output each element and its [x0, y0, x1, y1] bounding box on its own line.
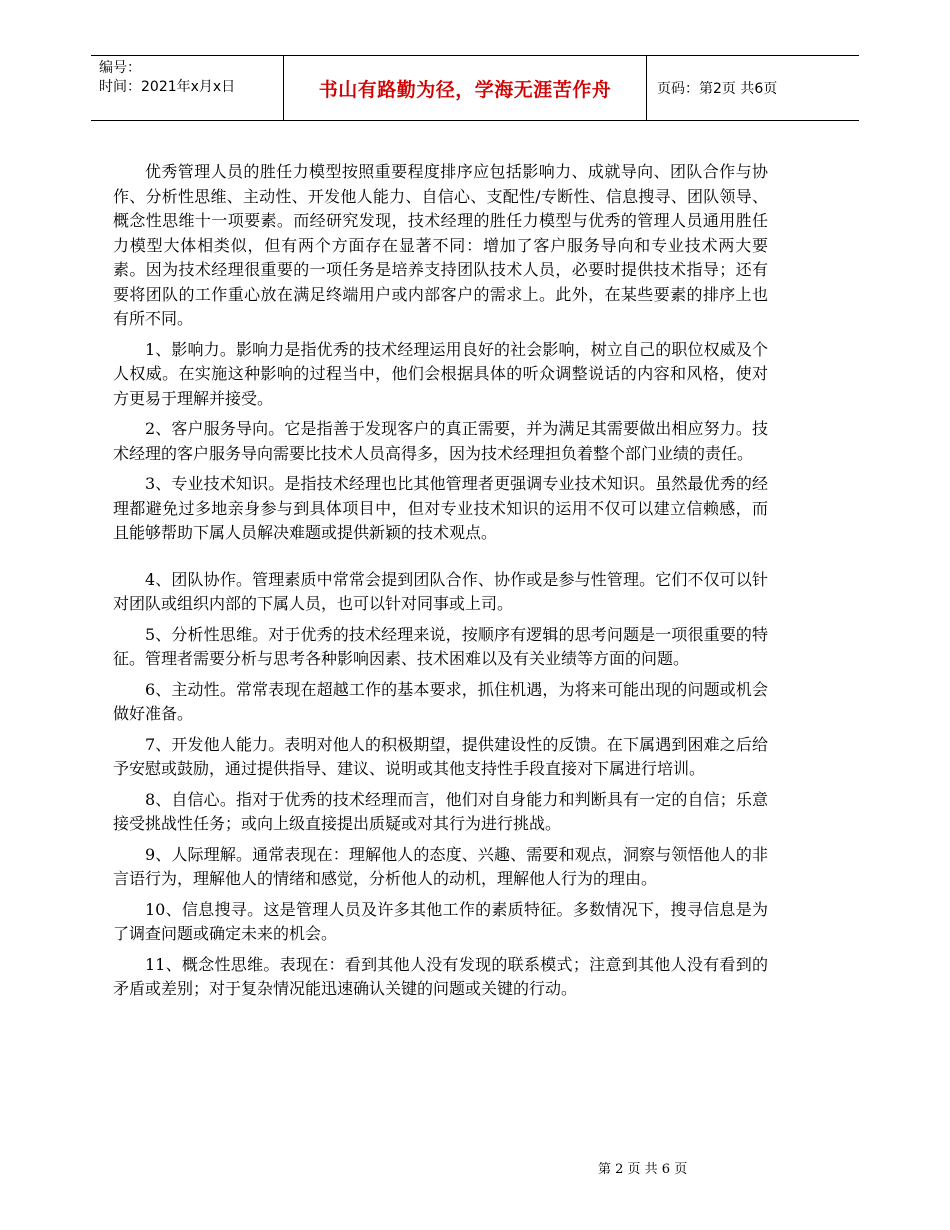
item-information-seeking: 10、信息搜寻。这是管理人员及许多其他工作的素质特征。多数情况下，搜寻信息是为了调查问题或确定未来的机会。 [113, 899, 768, 943]
item-customer-service: 2、客户服务导向。它是指善于发现客户的真正需要，并为满足其需要做出相应努力。技术经理的客户服务导向需要比技术人员高得多，因为技术经理担负着整个部门业绩的责任。 [113, 419, 768, 463]
document-time: 时间：2021年x月x日 [99, 79, 236, 95]
item-technical-knowledge: 3、专业技术知识。是指技术经理也比其他管理者更强调专业技术知识。虽然最优秀的经理都避免过多地亲身参与到具体项目中，但对专业技术知识的运用不仅可以建立信赖感，而且能够帮助下属人员解决难题或提供新颖的技术观点。 [113, 474, 768, 542]
item-conceptual-thinking: 11、概念性思维。表现在：看到其他人没有发现的联系模式；注意到其他人没有看到的矛盾或差别；对于复杂情况能迅速确认关键的问题或关键的行动。 [113, 954, 768, 998]
item-interpersonal-understanding: 9、人际理解。通常表现在：理解他人的态度、兴趣、需要和观点，洞察与领悟他人的非言语行为，理解他人的情绪和感觉，分析他人的动机，理解他人行为的理由。 [113, 844, 768, 888]
header-page-info: 页码：第2页 共6页 [657, 81, 778, 97]
page-footer: 第 2 页 共 6 页 [598, 1162, 688, 1177]
document-number-label: 编号： [99, 60, 141, 76]
page-header [91, 55, 859, 121]
document-body [113, 160, 768, 1008]
item-analytical-thinking: 5、分析性思维。对于优秀的技术经理来说，按顺序有逻辑的思考问题是一项很重要的特征。管理者需要分析与思考各种影响因素、技术困难以及有关业绩等方面的问题。 [113, 624, 768, 668]
item-self-confidence: 8、自信心。指对于优秀的技术经理而言，他们对自身能力和判断具有一定的自信；乐意接受挑战性任务；或向上级直接提出质疑或对其行为进行挑战。 [113, 789, 768, 833]
header-meta [91, 56, 284, 120]
header-motto: 书山有路勤为径，学海无涯苦作舟 [284, 56, 647, 120]
item-initiative: 6、主动性。常常表现在超越工作的基本要求，抓住机遇，为将来可能出现的问题或机会做好准备。 [113, 679, 768, 723]
item-teamwork: 4、团队协作。管理素质中常常会提到团队合作、协作或是参与性管理。它们不仅可以针对团队或组织内部的下属人员，也可以针对同事或上司。 [113, 569, 768, 613]
intro-paragraph: 优秀管理人员的胜任力模型按照重要程度排序应包括影响力、成就导向、团队合作与协作、分析性思维、主动性、开发他人能力、自信心、支配性/专断性、信息搜寻、团队领导、概念性思维十一项要素。而经研究发现，技术经理的胜任力模型与优秀的管理人员通用胜任力模型大体相类似，但有两个方面存在显著不同：增加了客户服务导向和专业技术两大要素。因为技术经理很重要的一项任务是培养支持团队技术人员，必要时提供技术指导；还有要将团队的工作重心放在满足终端用户或内部客户的需求上。此外，在某些要素的排序上也有所不同。 [113, 162, 768, 328]
item-developing-others: 7、开发他人能力。表明对他人的积极期望，提供建设性的反馈。在下属遇到困难之后给予安慰或鼓励，通过提供指导、建议、说明或其他支持性手段直接对下属进行培训。 [113, 734, 768, 778]
item-influence: 1、影响力。影响力是指优秀的技术经理运用良好的社会影响，树立自己的职位权威及个人权威。在实施这种影响的过程当中，他们会根据具体的听众调整说话的内容和风格，使对方更易于理解并接受。 [113, 339, 768, 408]
